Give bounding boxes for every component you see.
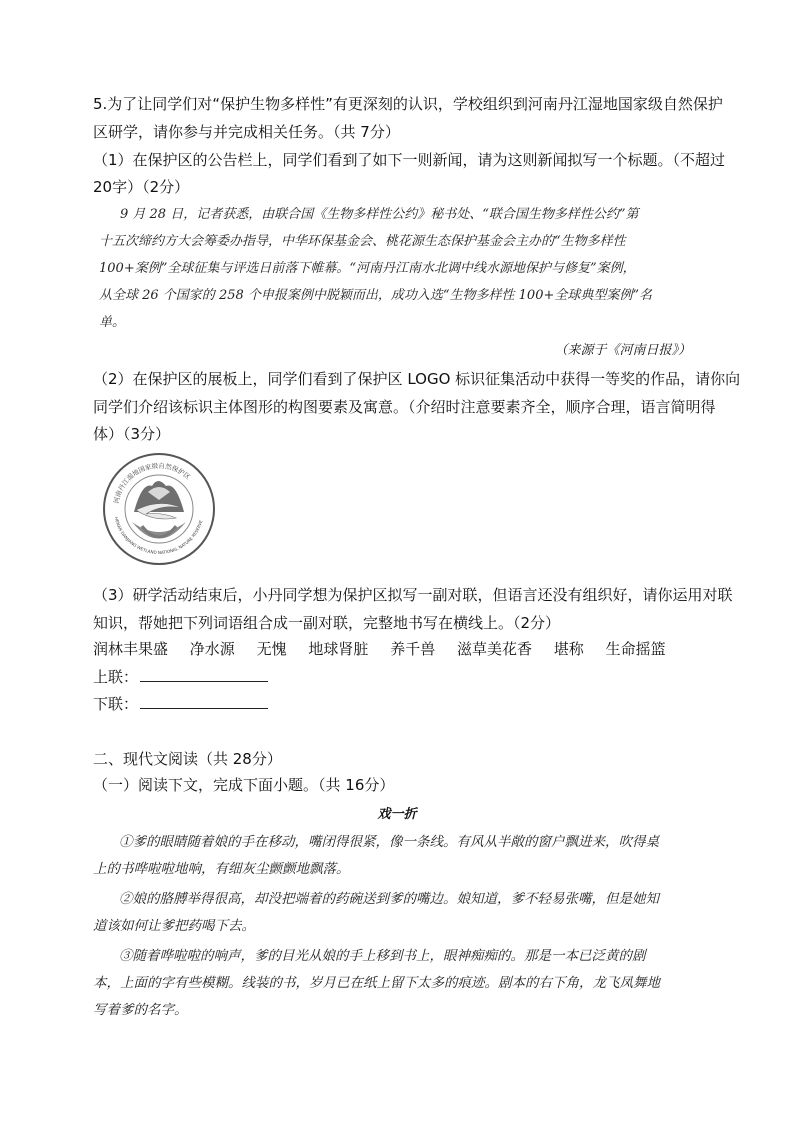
story-line: 本，上面的字有些模糊。线装的书，岁月已在纸上留下太多的痕迹。剧本的右下角，龙飞凤舞地	[93, 975, 660, 991]
upper-couplet-line	[93, 663, 703, 691]
word-item: 润林丰果盛	[93, 640, 169, 658]
word-item: 无愧	[256, 640, 287, 658]
word-item: 堪称	[553, 640, 584, 658]
story-title: 戏一折	[377, 807, 417, 822]
q5-sub3-line-1: （3）研学活动结束后，小丹同学想为保护区拟写一副对联，但语言还没有组织好，请你运用对联	[93, 586, 733, 604]
q5-sub1-line-1: （1）在保护区的公告栏上，同学们看到了如下一则新闻，请为这则新闻拟写一个标题。（不超过	[93, 151, 726, 169]
story-line: ③随着哗啦啦的响声，爹的目光从娘的手上移到书上，眼神痴痴的。那是一本已泛黄的剧	[119, 948, 646, 964]
logo-text-en: HENAN DANJIANG WETLAND NATIONAL NATURE RESERVE	[113, 516, 204, 556]
word-item: 净水源	[189, 640, 235, 658]
story-line: 上的书哗啦啦地响，有细灰尘颤颤地飘落。	[93, 861, 350, 877]
q5-sub3-line-2: 知识，帮她把下列词语组合成一副对联，完整地书写在横线上。（2分）	[93, 614, 561, 632]
logo-text-cn: 河南丹江湿地国家级自然保护区	[112, 461, 192, 505]
lower-couplet-line	[93, 690, 703, 718]
part2-subheading: （一）阅读下文，完成下面小题。（共 16分）	[93, 776, 395, 794]
lower-couplet-blank[interactable]	[140, 694, 268, 709]
upper-couplet-blank[interactable]	[140, 667, 268, 682]
q5-intro-line-2: 区研学，请你参与并完成相关任务。（共 7分）	[93, 123, 400, 141]
q5-sub2-line-1: （2）在保护区的展板上，同学们看到了保护区 LOGO 标识征集活动中获得一等奖的作品，请你向	[93, 370, 741, 388]
news-line: 十五次缔约方大会筹委办指导，中华环保基金会、桃花源生态保护基金会主办的“生物多样性	[99, 234, 626, 249]
news-line: 100+案例”全球征集与评选日前落下帷幕。“河南丹江南水北调中线水源地保护与修复”案例，	[99, 261, 636, 276]
story-line: ②娘的胳膊举得很高，却没把端着的药碗送到爹的嘴边。娘知道，爹不轻易张嘴，但是她知	[119, 891, 659, 907]
news-line: 9 月 28 日，记者获悉，由联合国《生物多样性公约》秘书处、“联合国生物多样性公约”第	[120, 207, 639, 222]
reserve-logo	[102, 452, 216, 566]
q5-sub2-line-3: 体）（3分）	[93, 425, 171, 443]
word-item: 滋草美花香	[456, 640, 532, 658]
news-line: 单。	[99, 315, 126, 330]
lower-couplet-label: 下联：	[93, 695, 139, 713]
story-line: 写着爹的名字。	[93, 1002, 188, 1018]
upper-couplet-label: 上联：	[93, 668, 139, 686]
news-line: 从全球 26 个国家的 258 个申报案例中脱颖而出，成功入选“生物多样性 100+全球典型案例”名	[99, 288, 653, 303]
word-list	[93, 637, 683, 661]
word-item: 生命摇篮	[605, 640, 666, 658]
q5-sub1-line-2: 20字）（2分）	[93, 178, 190, 196]
word-item: 养千兽	[390, 640, 436, 658]
part2-heading: 二、现代文阅读（共 28分）	[93, 750, 282, 768]
word-item: 地球肾脏	[308, 640, 369, 658]
q5-sub2-line-2: 同学们介绍该标识主体图形的构图要素及寓意。（介绍时注意要素齐全，顺序合理，语言简明得	[93, 398, 716, 416]
story-line: 道该如何让爹把药喝下去。	[93, 918, 255, 934]
news-source: （来源于《河南日报》）	[554, 343, 691, 358]
q5-intro-line-1: 5.为了让同学们对“保护生物多样性”有更深刻的认识，学校组织到河南丹江湿地国家级自然保护	[93, 95, 723, 113]
story-line: ①爹的眼睛随着娘的手在移动，嘴闭得很紧，像一条线。有风从半敞的窗户飘进来，吹得桌	[119, 834, 659, 850]
